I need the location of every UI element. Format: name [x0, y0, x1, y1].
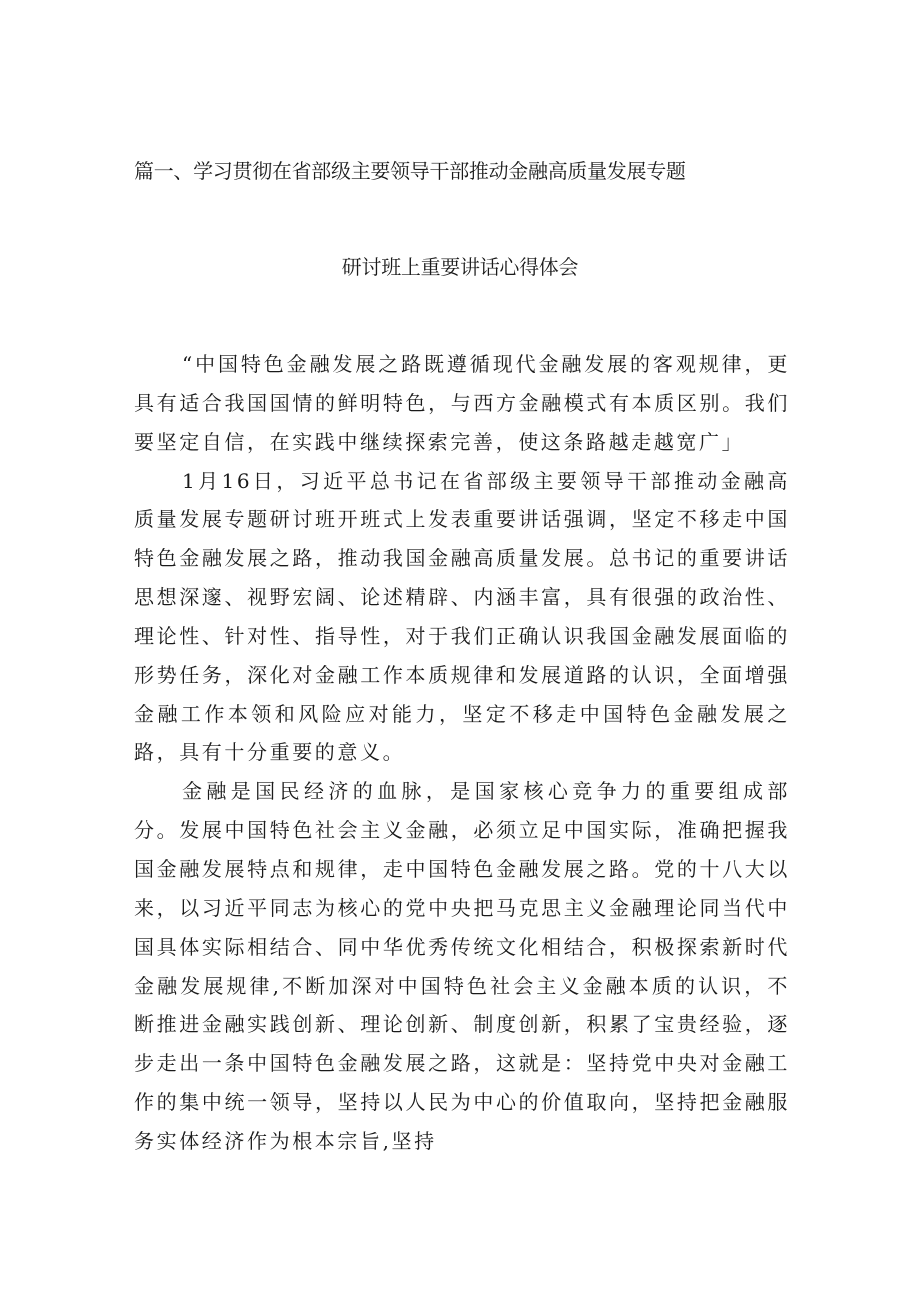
paragraph-speech-summary: 1月16日，习近平总书记在省部级主要领导干部推动金融高质量发展专题研讨班开班式上发表重要讲话强调，坚定不移走中国特色金融发展之路，推动我国金融高质量发展。总书记的重要讲话思想深邃、视野宏阔、论述精辟、内涵丰富，具有很强的政治性、理论性、针对性、指导性，对于我们正确认识我国金融发展面临的形势任务，深化对金融工作本质规律和发展道路的认识，全面增强金融工作本领和风险应对能力，坚定不移走中国特色金融发展之路，具有十分重要的意义。	[134, 468, 790, 765]
document-title-line-2: 研讨班上重要讲话心得体会	[341, 255, 579, 279]
document-body	[134, 345, 790, 1161]
paragraph-quote: “中国特色金融发展之路既遵循现代金融发展的客观规律，更具有适合我国国情的鲜明特色，与西方金融模式有本质区别。我们要坚定自信，在实践中继续探索完善，使这条路越走越宽广」	[134, 352, 790, 454]
paragraph-finance-path: 金融是国民经济的血脉，是国家核心竞争力的重要组成部分。发展中国特色社会主义金融，必须立足中国实际，准确把握我国金融发展特点和规律，走中国特色金融发展之路。党的十八大以来，以习近平同志为核心的党中央把马克思主义金融理论同当代中国具体实际相结合、同中华优秀传统文化相结合，积极探索新时代金融发展规律,不断加深对中国特色社会主义金融本质的认识，不断推进金融实践创新、理论创新、制度创新，积累了宝贵经验，逐步走出一条中国特色金融发展之路，这就是：坚持党中央对金融工作的集中统一领导，坚持以人民为中心的价值取向，坚持把金融服务实体经济作为根本宗旨,坚持	[134, 779, 790, 1153]
document-title-line-1: 篇一、学习贯彻在省部级主要领导干部推动金融高质量发展专题	[134, 159, 686, 183]
